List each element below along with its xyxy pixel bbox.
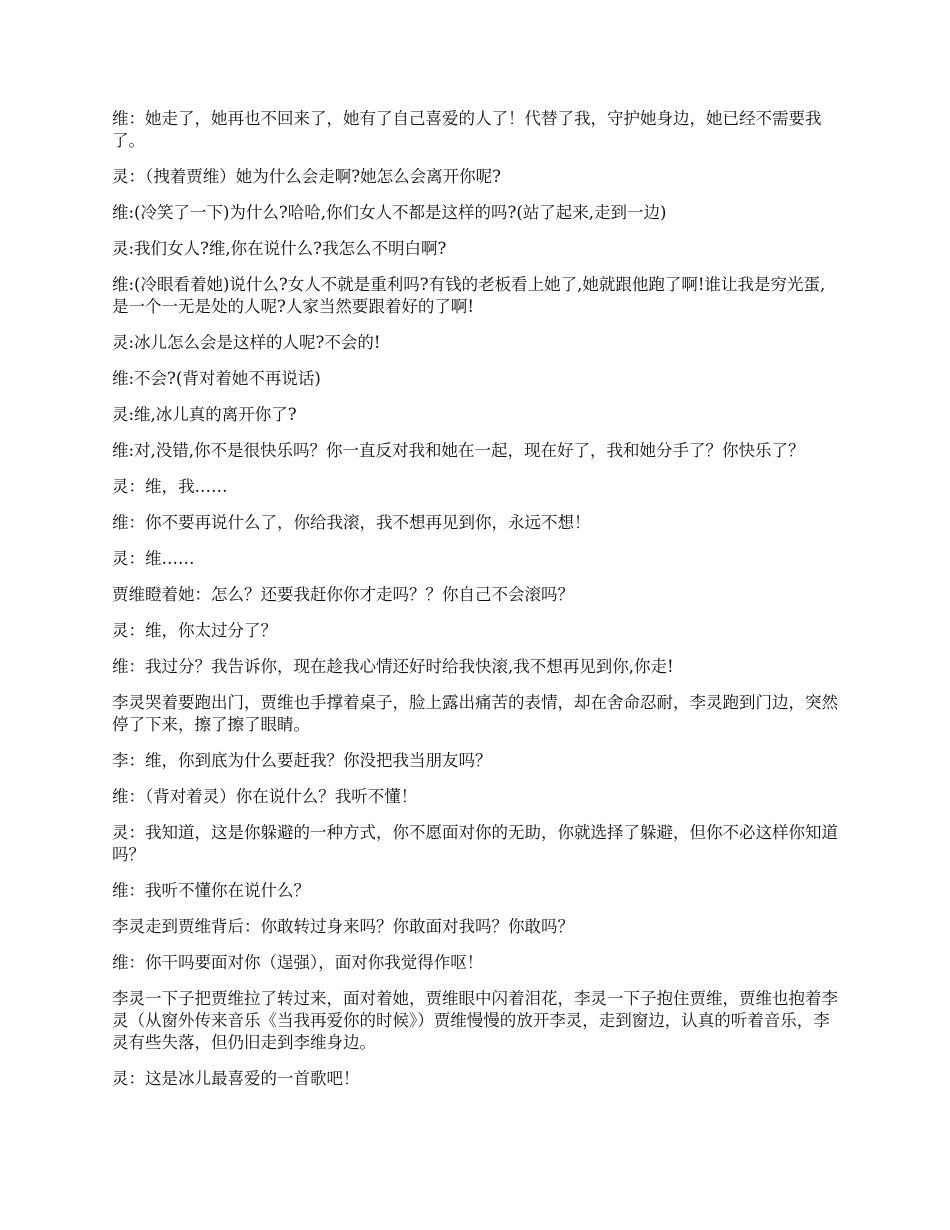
dialogue-paragraph: 灵:维,冰儿真的离开你了? [112,405,297,424]
dialogue-paragraph: 维：她走了，她再也不回来了，她有了自己喜爱的人了！代替了我，守护她身边，她已经不需要我了。 [112,109,822,150]
dialogue-paragraph: 灵:我们女人?维,你在说什么?我怎么不明白啊? [112,239,447,258]
dialogue-paragraph: 维:对,没错,你不是很快乐吗？你一直反对我和她在一起，现在好了，我和她分手了？你快乐了？ [112,441,805,460]
dialogue-paragraph: 维:(冷眼看着她)说什么?女人不就是重利吗?有钱的老板看上她了,她就跟他跑了啊!谁让我是穷光蛋,是一个一无是处的人呢?人家当然要跟着好的了啊! [112,275,826,316]
dialogue-paragraph: 维：（背对着灵）你在说什么？我听不懂！ [112,787,418,806]
dialogue-paragraph: 维：你不要再说什么了，你给我滚，我不想再见到你，永远不想！ [112,513,591,532]
script-text-body [112,108,840,1104]
dialogue-paragraph: 灵：维，我…… [112,477,228,496]
dialogue-paragraph: 贾维瞪着她：怎么？还要我赶你你才走吗？？你自己不会滚吗？ [112,585,574,604]
dialogue-paragraph: 灵：这是冰儿最喜爱的一首歌吧！ [112,1069,360,1088]
dialogue-paragraph: 灵:冰儿怎么会是这样的人呢?不会的! [112,333,381,352]
dialogue-paragraph: 李：维，你到底为什么要赶我？你没把我当朋友吗？ [112,751,492,770]
dialogue-paragraph: 维:不会?(背对着她不再说话) [112,369,321,388]
dialogue-paragraph: 灵：我知道，这是你躲避的一种方式，你不愿面对你的无助，你就选择了躲避，但你不必这样你知道吗？ [112,823,838,864]
dialogue-paragraph: 灵：（拽着贾维）她为什么会走啊?她怎么会离开你呢? [112,167,501,186]
dialogue-paragraph: 维:(冷笑了一下)为什么?哈哈,你们女人不都是这样的吗?(站了起来,走到一边) [112,203,667,222]
dialogue-paragraph: 灵：维…… [112,549,195,568]
dialogue-paragraph: 李灵走到贾维背后：你敢转过身来吗？你敢面对我吗？你敢吗？ [112,917,574,936]
dialogue-paragraph: 维：你干吗要面对你（逞强），面对你我觉得作呕！ [112,953,484,972]
dialogue-paragraph: 灵：维，你太过分了？ [112,621,277,640]
narration-paragraph: 李灵一下子把贾维拉了转过来，面对着她，贾维眼中闪着泪花，李灵一下子抱住贾维，贾维也抱着李灵（从窗外传来音乐《当我再爱你的时候》）贾维慢慢的放开李灵，走到窗边，认真的听着音乐，李灵有些失落，但仍旧走到李维身边。 [112,989,838,1052]
dialogue-paragraph: 维：我过分？我告诉你，现在趁我心情还好时给我快滚,我不想再见到你,你走! [112,657,674,676]
dialogue-paragraph: 维：我听不懂你在说什么？ [112,881,310,900]
narration-paragraph: 李灵哭着要跑出门，贾维也手撑着桌子，脸上露出痛苦的表情，却在舍命忍耐，李灵跑到门边，突然停了下来，擦了擦了眼睛。 [112,693,838,734]
